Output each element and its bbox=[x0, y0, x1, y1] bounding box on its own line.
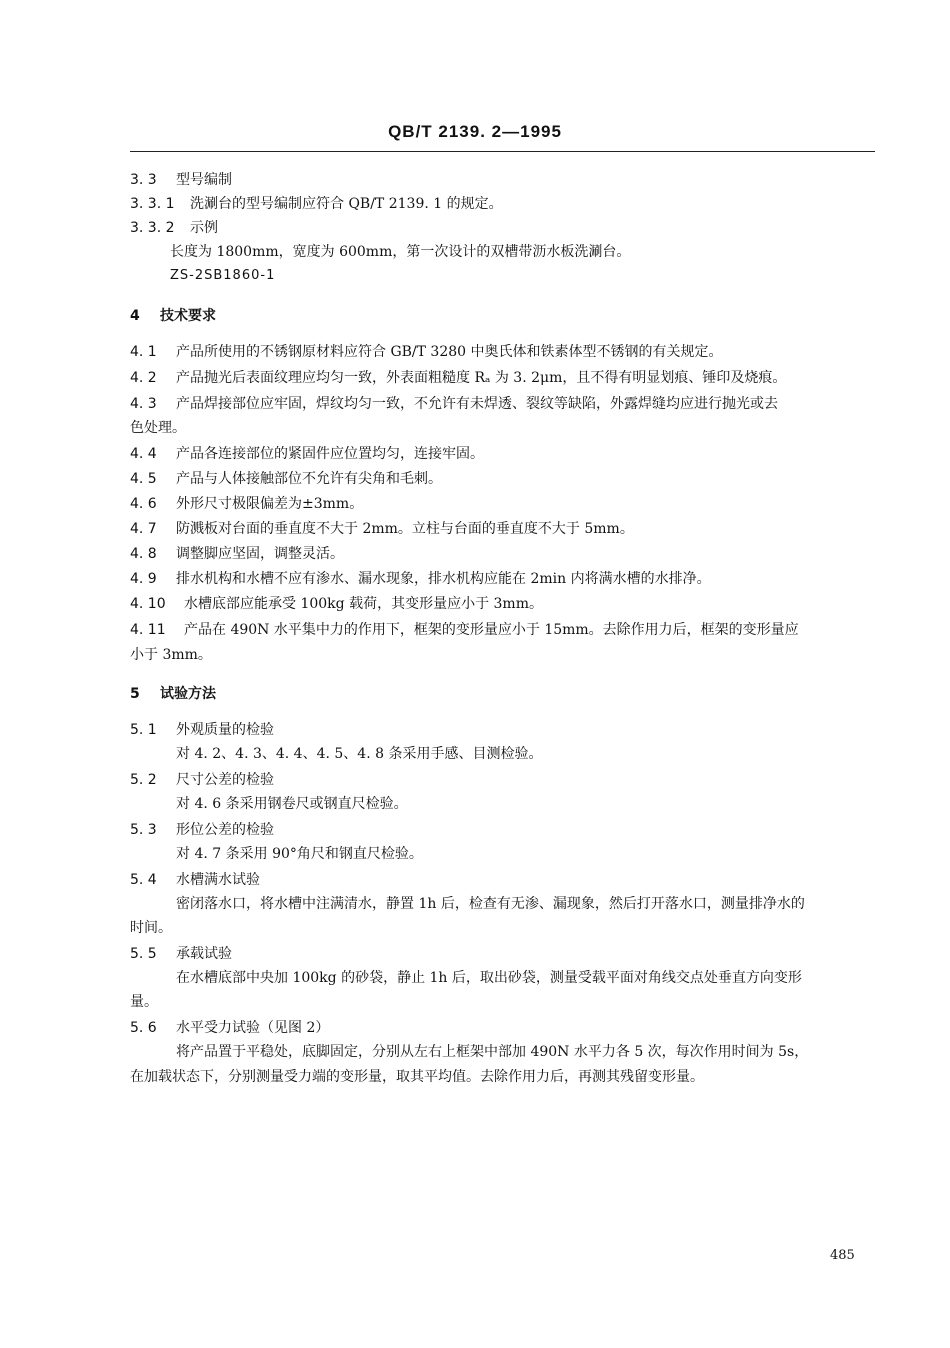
clause-5-6-body: 将产品置于平稳处，底脚固定，分别从左右上框架中部加 490N 水平力各 5 次，每次作用时间为 5s， bbox=[176, 1044, 809, 1060]
page-number: 485 bbox=[830, 1248, 855, 1263]
clause-4-7: 4. 7 防溅板对台面的垂直度不大于 2mm。立柱与台面的垂直度不大于 5mm。 bbox=[130, 521, 634, 537]
clause-5-2: 5. 2 尺寸公差的检验 bbox=[130, 772, 274, 788]
clause-4-6: 4. 6 外形尺寸极限偏差为±3mm。 bbox=[130, 496, 364, 512]
clause-3-3-2: 3. 3. 2 示例 bbox=[130, 220, 218, 236]
clause-5-6-cont: 在加载状态下，分别测量受力端的变形量，取其平均值。去除作用力后，再测其残留变形量。 bbox=[130, 1069, 704, 1085]
clause-5-4: 5. 4 水槽满水试验 bbox=[130, 872, 260, 888]
header-rule bbox=[130, 151, 875, 152]
clause-5-3: 5. 3 形位公差的检验 bbox=[130, 822, 274, 838]
clause-4-11: 4. 11 产品在 490N 水平集中力的作用下，框架的变形量应小于 15mm。去除作用力后，框架的变形量应 bbox=[130, 622, 799, 638]
clause-4-5: 4. 5 产品与人体接触部位不允许有尖角和毛刺。 bbox=[130, 471, 442, 487]
clause-5-4-body: 密闭落水口，将水槽中注满清水，静置 1h 后，检查有无渗、漏现象，然后打开落水口，测量排净水的 bbox=[176, 896, 805, 912]
section-4-heading: 4 技术要求 bbox=[130, 308, 216, 324]
clause-3-3: 3. 3 型号编制 bbox=[130, 172, 232, 188]
clause-4-8: 4. 8 调整脚应坚固，调整灵活。 bbox=[130, 546, 344, 562]
clause-4-11-cont: 小于 3mm。 bbox=[130, 647, 212, 663]
clause-3-3-1: 3. 3. 1 洗涮台的型号编制应符合 QB/T 2139. 1 的规定。 bbox=[130, 196, 503, 212]
example-model-code: ZS-2SB1860-1 bbox=[170, 268, 276, 283]
clause-4-2: 4. 2 产品抛光后表面纹理应均匀一致，外表面粗糙度 Rₐ 为 3. 2μm，且不得有明显划痕、锤印及烧痕。 bbox=[130, 370, 787, 386]
clause-5-1-body: 对 4. 2、4. 3、4. 4、4. 5、4. 8 条采用手感、目测检验。 bbox=[176, 746, 543, 762]
clause-5-4-cont: 时间。 bbox=[130, 920, 172, 936]
clause-4-1: 4. 1 产品所使用的不锈钢原材料应符合 GB/T 3280 中奥氏体和铁素体型不锈钢的有关规定。 bbox=[130, 344, 723, 360]
clause-4-3: 4. 3 产品焊接部位应牢固，焊纹均匀一致，不允许有未焊透、裂纹等缺陷，外露焊缝均应进行抛光或去 bbox=[130, 396, 778, 412]
clause-5-2-body: 对 4. 6 条采用钢卷尺或钢直尺检验。 bbox=[176, 796, 408, 812]
clause-5-5-body: 在水槽底部中央加 100kg 的砂袋，静止 1h 后，取出砂袋，测量受载平面对角线交点处垂直方向变形 bbox=[176, 970, 802, 986]
example-text: 长度为 1800mm，宽度为 600mm，第一次设计的双槽带沥水板洗涮台。 bbox=[170, 244, 631, 260]
clause-4-10: 4. 10 水槽底部应能承受 100kg 载荷，其变形量应小于 3mm。 bbox=[130, 596, 543, 612]
clause-5-1: 5. 1 外观质量的检验 bbox=[130, 722, 274, 738]
clause-4-9: 4. 9 排水机构和水槽不应有渗水、漏水现象，排水机构应能在 2min 内将满水槽的水排净。 bbox=[130, 571, 711, 587]
clause-5-6: 5. 6 水平受力试验（见图 2） bbox=[130, 1020, 330, 1036]
section-5-heading: 5 试验方法 bbox=[130, 686, 216, 702]
clause-5-3-body: 对 4. 7 条采用 90°角尺和钢直尺检验。 bbox=[176, 846, 423, 862]
clause-5-5-cont: 量。 bbox=[130, 994, 158, 1010]
clause-4-3-cont: 色处理。 bbox=[130, 420, 186, 436]
document-header: QB/T 2139. 2—1995 bbox=[388, 122, 562, 141]
clause-5-5: 5. 5 承载试验 bbox=[130, 946, 232, 962]
clause-4-4: 4. 4 产品各连接部位的紧固件应位置均匀，连接牢固。 bbox=[130, 446, 484, 462]
